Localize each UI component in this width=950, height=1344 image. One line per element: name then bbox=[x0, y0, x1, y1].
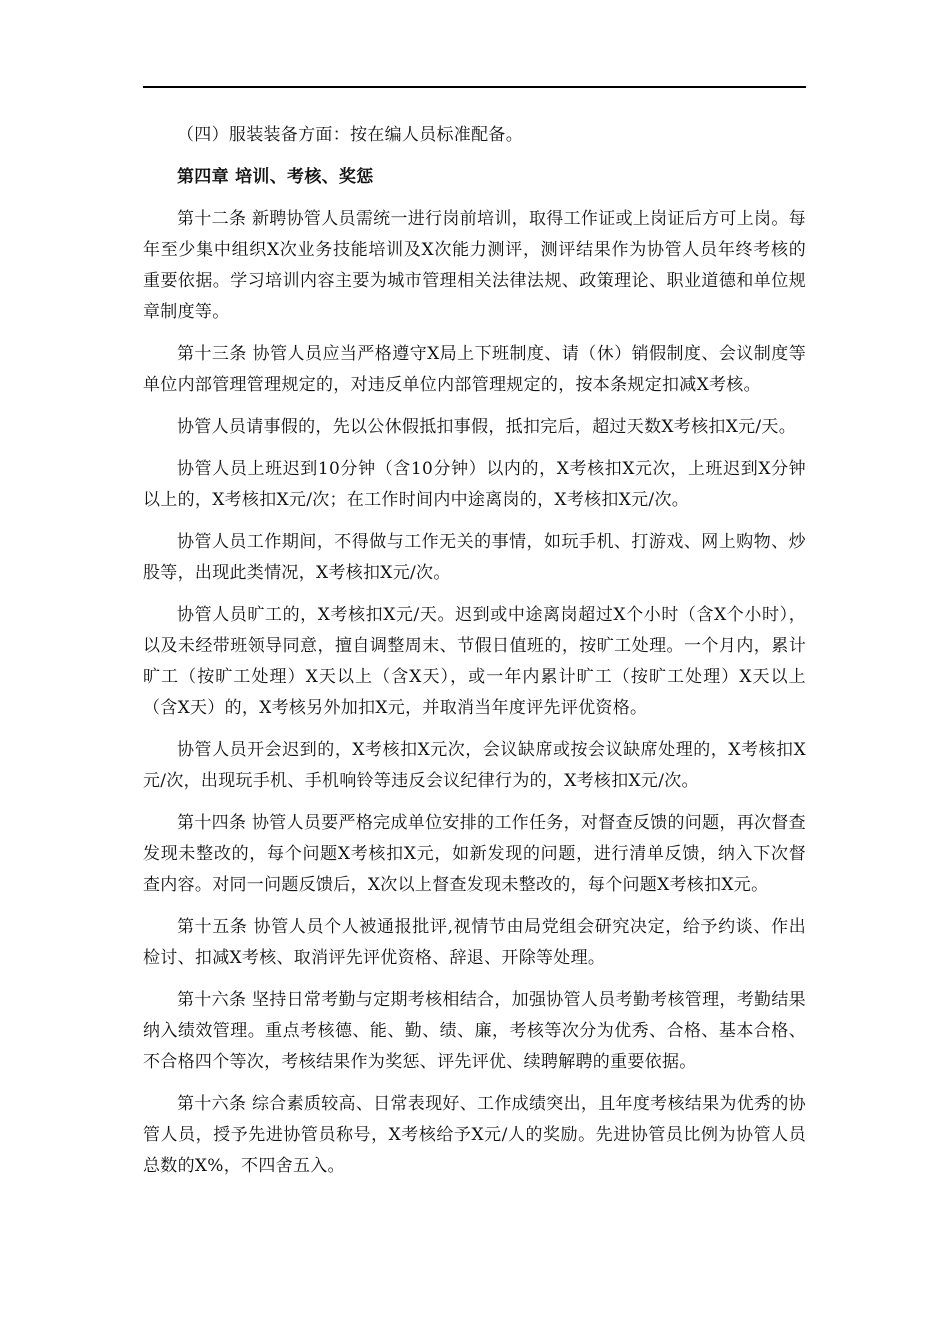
lateness-paragraph: 协管人员上班迟到10分钟（含10分钟）以内的，X考核扣X元次，上班迟到X分钟以上的，X考核扣X元/次；在工作时间内中途离岗的，X考核扣X元/次。 bbox=[143, 459, 806, 510]
absenteeism-paragraph: 协管人员旷工的，X考核扣X元/天。迟到或中途离岗超过X个小时（含X个小时），以及未经带班领导同意，擅自调整周末、节假日值班的，按旷工处理。一个月内，累计旷工（按旷工处理）X天以上（含X天），或一年内累计旷工（按旷工处理）X天以上（含X天）的，X考核另外加扣X元，并取消当年度评先评优资格。 bbox=[143, 605, 806, 718]
document-body bbox=[143, 120, 806, 1193]
personal-leave-paragraph: 协管人员请事假的，先以公休假抵扣事假，抵扣完后，超过天数X考核扣X元/天。 bbox=[177, 417, 797, 437]
article-14-paragraph: 第十四条 协管人员要严格完成单位安排的工作任务，对督查反馈的问题，再次督查发现未整改的，每个问题X考核扣X元，如新发现的问题，进行清单反馈，纳入下次督查内容。对同一问题反馈后，X次以上督查发现未整改的，每个问题X考核扣X元。 bbox=[143, 813, 806, 895]
article-13-paragraph: 第十三条 协管人员应当严格遵守X局上下班制度、请（休）销假制度、会议制度等单位内部管理管理规定的，对违反单位内部管理规定的，按本条规定扣减X考核。 bbox=[143, 344, 806, 395]
article-16-reward-paragraph: 第十六条 综合素质较高、日常表现好、工作成绩突出，且年度考核结果为优秀的协管人员，授予先进协管员称号，X考核给予X元/人的奖励。先进协管员比例为协管人员总数的X%，不四舍五入。 bbox=[143, 1094, 806, 1176]
chapter-heading: 第四章 培训、考核、奖惩 bbox=[177, 167, 374, 187]
article-12-paragraph: 第十二条 新聘协管人员需统一进行岗前培训，取得工作证或上岗证后方可上岗。每年至少集中组织X次业务技能培训及X次能力测评，测评结果作为协管人员年终考核的重要依据。学习培训内容主要为城市管理相关法律法规、政策理论、职业道德和单位规章制度等。 bbox=[143, 209, 806, 322]
section-intro: （四）服装装备方面：按在编人员标准配备。 bbox=[177, 125, 523, 145]
work-conduct-paragraph: 协管人员工作期间，不得做与工作无关的事情，如玩手机、打游戏、网上购物、炒股等，出现此类情况，X考核扣X元/次。 bbox=[143, 532, 806, 583]
header-rule bbox=[143, 86, 806, 88]
article-15-paragraph: 第十五条 协管人员个人被通报批评,视情节由局党组会研究决定，给予约谈、作出检讨、扣减X考核、取消评先评优资格、辞退、开除等处理。 bbox=[143, 917, 806, 968]
meeting-discipline-paragraph: 协管人员开会迟到的，X考核扣X元次，会议缺席或按会议缺席处理的，X考核扣X元/次，出现玩手机、手机响铃等违反会议纪律行为的，X考核扣X元/次。 bbox=[143, 740, 806, 791]
article-16-paragraph: 第十六条 坚持日常考勤与定期考核相结合，加强协管人员考勤考核管理，考勤结果纳入绩效管理。重点考核德、能、勤、绩、廉，考核等次分为优秀、合格、基本合格、不合格四个等次，考核结果作为奖惩、评先评优、续聘解聘的重要依据。 bbox=[143, 990, 806, 1072]
